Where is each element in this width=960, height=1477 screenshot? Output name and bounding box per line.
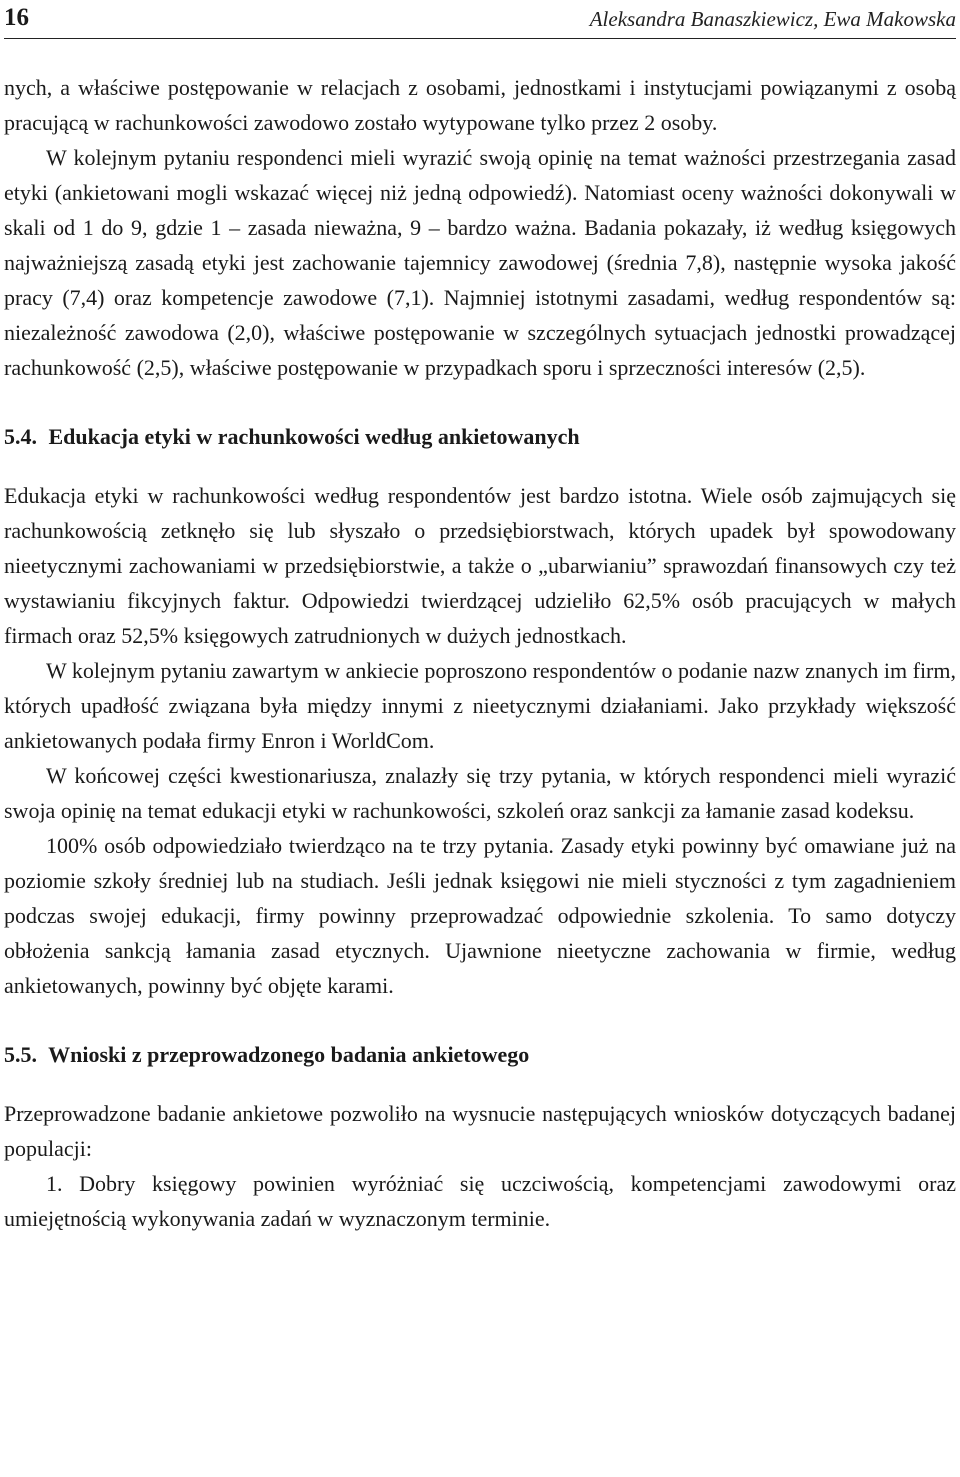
paragraph-ethics-importance: W kolejnym pytaniu respondenci mieli wyrazić swoją opinię na temat ważności przestrzegania zasad etyki (ankietowani mogli wskazać więcej niż jedną odpowiedź). Natomiast oceny ważności dokonywali w skali od 1 do 9, gdzie 1 – zasada nieważna, 9 – bardzo ważna. Badania pokazały, iż według księgowych najważniejszą zasadą etyki jest zachowanie tajemnicy zawodowej (średnia 7,8), następnie wysoka jakość pracy (7,4) oraz kompetencje zawodowe (7,1). Najmniej istotnymi zasadami, według respondentów są: niezależność zawodowa (2,0), właściwe postępowanie w szczególnych sytuacjach jednostki prowadzącej rachunkowość (2,5), właściwe postępowanie w przypadkach sporu i sprzeczności interesów (2,5). <box>4 145 956 380</box>
section-title: Edukacja etyki w rachunkowości według ankietowanych <box>48 424 580 449</box>
paragraph-education-intro: Edukacja etyki w rachunkowości według respondentów jest bardzo istotna. Wiele osób zajmujących się rachunkowością zetknęło się lub słyszało o przedsiębiorstwach, których upadek był spowodowany nieetycznymi zachowaniami w przedsiębiorstwie, a także o „ubarwianiu” sprawozdań finansowych czy też wystawianiu fikcyjnych faktur. Odpowiedzi twierdzącej udzieliło 62,5% osób pracujących w małych firmach oraz 52,5% księgowych zatrudnionych w dużych jednostkach. <box>4 483 956 648</box>
paragraph-conclusions-intro: Przeprowadzone badanie ankietowe pozwoliło na wysnucie następujących wniosków dotyczących badanej populacji: <box>4 1101 956 1161</box>
paragraph-all-answered: 100% osób odpowiedziało twierdząco na te trzy pytania. Zasady etyki powinny być omawiane już na poziomie szkoły średniej lub na studiach. Jeśli jednak księgowi nie mieli styczności z tym zagadnieniem podczas swojej edukacji, firmy powinny przeprowadzać odpowiednie szkolenia. To samo dotyczy obłożenia sankcją łamania zasad etycznych. Ujawnione nieetyczne zachowania w firmie, według ankietowanych, powinny być objęte karami. <box>4 833 956 998</box>
section-title: Wnioski z przeprowadzonego badania ankietowego <box>48 1042 530 1067</box>
paragraph-company-names: W kolejnym pytaniu zawartym w ankiecie poproszono respondentów o podanie nazw znanych im firm, których upadłość związana była między innymi z nieetycznymi działaniami. Jako przykłady większość ankietowanych podała firmy Enron i WorldCom. <box>4 658 956 753</box>
section-heading-5-5 <box>4 1037 956 1072</box>
running-header <box>4 0 956 39</box>
section-heading-5-4 <box>4 419 956 454</box>
running-head-authors: Aleksandra Banaszkiewicz, Ewa Makowska <box>589 7 956 31</box>
section-number: 5.5. <box>4 1042 37 1067</box>
paragraph-continuation: nych, a właściwe postępowanie w relacjach z osobami, jednostkami i instytucjami powiązanymi z osobą pracującą w rachunkowości zawodowo zostało wytypowane tylko przez 2 osoby. <box>4 75 956 135</box>
conclusion-item-1: 1. Dobry księgowy powinien wyróżniać się uczciwością, kompetencjami zawodowymi oraz umiejętnością wykonywania zadań w wyznaczonym terminie. <box>4 1171 956 1231</box>
page-number: 16 <box>4 4 29 31</box>
paragraph-final-questions: W końcowej części kwestionariusza, znalazły się trzy pytania, w których respondenci mieli wyrazić swoja opinię na temat edukacji etyki w rachunkowości, szkoleń oraz sankcji za łamanie zasad kodeksu. <box>4 763 956 823</box>
section-number: 5.4. <box>4 424 37 449</box>
page-body <box>4 70 956 1236</box>
